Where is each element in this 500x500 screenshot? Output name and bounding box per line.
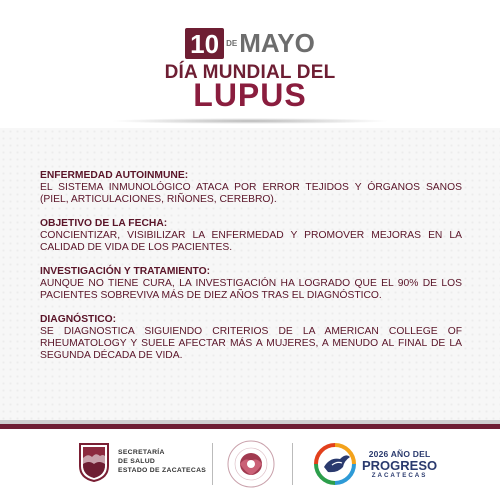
progreso-line-3: ZACATECAS xyxy=(371,472,428,479)
header xyxy=(0,0,500,120)
content-text xyxy=(40,170,462,374)
section-objective xyxy=(40,218,462,254)
section-autoimmune xyxy=(40,170,462,206)
date-connector: DE xyxy=(226,39,238,48)
section-heading: OBJETIVO DE LA FECHA: xyxy=(40,218,168,229)
section-research xyxy=(40,266,462,302)
day-number: 10 xyxy=(185,28,224,59)
month-name: MAYO xyxy=(239,28,315,58)
section-heading: DIAGNÓSTICO: xyxy=(40,314,117,325)
footer-divider xyxy=(212,443,213,485)
progreso-line-1: 2026 AÑO DEL xyxy=(368,449,431,459)
footer xyxy=(0,429,500,500)
section-body: AUNQUE NO TIENE CURA, LA INVESTIGACIÓN HA LOGRADO QUE EL 90% DE LOS PACIENTES SOBREVIVA MÁS DE DIEZ AÑOS TRAS EL DIAGNÓSTICO. xyxy=(40,278,462,301)
salud-line-3: ESTADO DE ZACATECAS xyxy=(118,467,207,474)
section-heading: ENFERMEDAD AUTOINMUNE: xyxy=(40,170,189,181)
salud-shield-icon xyxy=(78,442,110,482)
health-seal-icon xyxy=(226,439,276,489)
progreso-line-2: PROGRESO xyxy=(362,458,438,473)
date-row xyxy=(0,28,500,59)
section-body: SE DIAGNOSTICA SIGUIENDO CRITERIOS DE LA AMERICAN COLLEGE OF RHEUMATOLOGY Y SUELE AFECTAR MÁS A MUJERES, A MENUDO AL FINAL DE LA SEGUNDA DÉCADA DE VIDA. xyxy=(40,326,462,361)
page-title: LUPUS xyxy=(193,77,307,113)
content-panel xyxy=(0,128,500,420)
salud-wordmark xyxy=(118,448,206,475)
salud-line-2: DE SALUD xyxy=(118,458,156,465)
salud-line-1: SECRETARÍA xyxy=(118,449,165,456)
header-shadow xyxy=(110,118,390,124)
subtitle: DÍA MUNDIAL DEL xyxy=(164,62,336,83)
section-body: CONCIENTIZAR, VISIBILIZAR LA ENFERMEDAD Y PROMOVER MEJORAS EN LA CALIDAD DE VIDA DE LOS PACIENTES. xyxy=(40,230,462,253)
dove-logo-icon xyxy=(310,439,360,489)
progreso-wordmark xyxy=(362,449,437,479)
section-diagnosis xyxy=(40,314,462,362)
section-body: EL SISTEMA INMUNOLÓGICO ATACA POR ERROR TEJIDOS Y ÓRGANOS SANOS (PIEL, ARTICULACIONES, RIÑONES, CEREBRO). xyxy=(40,182,462,205)
section-heading: INVESTIGACIÓN Y TRATAMIENTO: xyxy=(40,266,211,277)
footer-divider xyxy=(292,443,293,485)
